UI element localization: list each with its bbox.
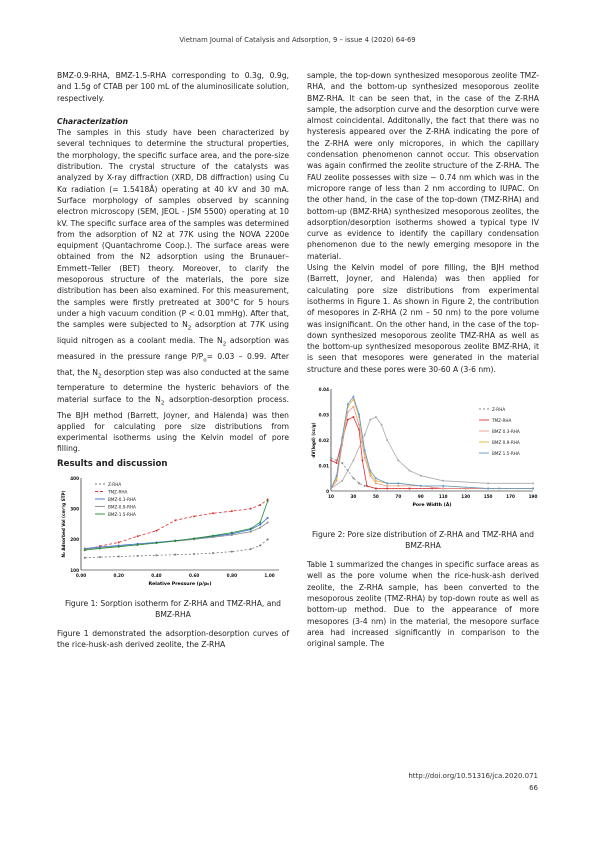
figure-1-caption: Figure 1: Sorption isotherm for Z-RHA and TMZ-RHA, and BMZ-RHA xyxy=(65,599,281,620)
page-footer xyxy=(408,770,538,794)
data-point xyxy=(397,459,399,461)
x-axis-label: Pore Width (Å) xyxy=(412,503,452,509)
x-tick-label: 130 xyxy=(461,494,471,500)
figure-2-caption: Figure 2: Pore size distribution of Z-RHA and TMZ-RHA and BMZ-RHA xyxy=(312,530,534,551)
legend-entry: BMZ 1.5-RHA xyxy=(492,450,520,456)
legend-entry: BMZ-1.5-RHA xyxy=(108,511,136,517)
data-point xyxy=(375,482,377,484)
x-tick-label: 0.60 xyxy=(188,573,200,579)
x-tick-label: 50 xyxy=(372,494,379,500)
data-point xyxy=(532,482,534,484)
x-tick-label: 0.80 xyxy=(226,573,238,579)
legend-entry: BMZ-0.3-RHA xyxy=(108,496,136,502)
data-point xyxy=(397,482,399,484)
data-point xyxy=(386,485,388,487)
data-point xyxy=(330,457,332,459)
figure-2-pore-size-distribution xyxy=(307,381,539,521)
paragraph: sample, the top-down synthesized mesoporous zeolite TMZ-RHA, and the bottom-up synthesized mesoporous zeolite BMZ-RHA. It can be seen that, in the case of the Z-RHA sample, the adsorption curve and the desorption curve were almost coincidental. Additonally, the fact that there was no hysteresis appeared over the Z-RHA indicating the pore of the Z-RHA were only micropores, in which the capillary condensation phenomenon cannot occur. This observation was again confirmed the zeolite structure of the Z-RHA. The FAU zeolite possesses with size ~ 0.74 nm which was in the micropore range of less than 2 nm according to IUPAC. On the other hand, in the case of the top-down (TMZ-RHA) and bottom-up (BMZ-RHA) synthesized mesoporous zeolites, the adsorption/desorption isotherms showed a typical type IV curve as evidence to identify the capillary condensation phenomenon due to the newly emerging mesopore in the material. xyxy=(307,71,539,261)
data-point xyxy=(267,500,269,502)
y-tick-label: 0.04 xyxy=(318,386,329,392)
data-point xyxy=(364,485,366,487)
data-point xyxy=(174,554,176,556)
legend-entry: BMZ-0.9-RHA xyxy=(108,504,136,510)
series-line xyxy=(85,523,268,550)
data-point xyxy=(381,424,383,426)
data-point xyxy=(250,528,252,530)
data-point xyxy=(366,485,368,487)
data-point xyxy=(259,522,261,524)
y-tick-label: 0.03 xyxy=(318,412,329,418)
data-point xyxy=(118,556,120,558)
data-point xyxy=(409,470,411,472)
data-point xyxy=(267,538,269,540)
data-point xyxy=(442,480,444,482)
data-point xyxy=(267,517,269,519)
x-tick-label: 10 xyxy=(328,494,334,500)
y-axis-label: dV(logd) (cc/g) xyxy=(311,422,316,458)
data-point xyxy=(155,530,157,532)
legend-entry: TMZ-RHA xyxy=(492,417,512,423)
y-tick-label: 300 xyxy=(70,506,79,512)
series-line xyxy=(331,458,533,489)
data-point xyxy=(386,487,388,489)
data-point xyxy=(193,537,195,539)
data-point xyxy=(259,527,261,529)
series-line xyxy=(85,539,268,557)
data-point xyxy=(442,487,444,489)
y-tick-label: 200 xyxy=(70,537,79,543)
data-point xyxy=(137,555,139,557)
data-point xyxy=(341,480,343,482)
data-point xyxy=(259,545,261,547)
data-point xyxy=(352,406,354,408)
data-point xyxy=(364,449,366,451)
data-point xyxy=(347,419,349,421)
data-point xyxy=(397,485,399,487)
right-column xyxy=(307,70,539,649)
data-point xyxy=(420,475,422,477)
data-point xyxy=(99,556,101,558)
data-point xyxy=(330,459,332,461)
results-heading: Results and discussion xyxy=(57,458,168,469)
data-point xyxy=(487,482,489,484)
y-tick-label: 100 xyxy=(70,567,79,573)
data-point xyxy=(336,475,338,477)
data-point xyxy=(386,482,388,484)
legend-entry: BMZ 0.3-RHA xyxy=(492,428,520,434)
data-point xyxy=(212,552,214,554)
data-point xyxy=(193,553,195,555)
x-tick-label: 70 xyxy=(395,494,402,500)
data-point xyxy=(375,480,377,482)
paragraph: Table 1 summarized the changes in specific surface areas as well as the pore volume when the rice-husk-ash derived zeolite, the Z-RHA sample, has been converted to the mesoporous zeolite (TMZ-RHA) by top-down route as well as bottom-up method. Due to the appearance of more mesopores (3-4 nm) in the material, the mesopore surface area had increased significantly in comparison to the original sample. The xyxy=(307,560,539,649)
page-number: 66 xyxy=(529,784,538,792)
y-axis-label: N₂ Adsorbed Vol (cm³/g STP) xyxy=(61,490,66,558)
data-point xyxy=(352,396,354,398)
data-point xyxy=(358,482,360,484)
data-point xyxy=(155,542,157,544)
data-point xyxy=(231,551,233,553)
data-point xyxy=(386,439,388,441)
legend-entry: BMZ 0.9-RHA xyxy=(492,439,520,445)
left-column xyxy=(57,70,289,651)
x-tick-label: 110 xyxy=(438,494,448,500)
data-point xyxy=(118,546,120,548)
data-point xyxy=(358,424,360,426)
data-point xyxy=(174,540,176,542)
data-point xyxy=(174,519,176,521)
figure-1-sorption-isotherm xyxy=(57,470,289,590)
data-point xyxy=(231,510,233,512)
paragraph: Figure 1 demonstrated the adsorption-desorption curves of the rice-husk-ash derived zeolite, the Z-RHA xyxy=(57,629,289,650)
data-point xyxy=(212,512,214,514)
journal-header: Vietnam Journal of Catalysis and Adsorption, 9 – issue 4 (2020) 64-69 xyxy=(179,36,416,44)
data-point xyxy=(84,557,86,559)
legend-entry: Z-RHA xyxy=(492,406,506,412)
data-point xyxy=(250,508,252,510)
data-point xyxy=(361,459,363,461)
x-tick-label: 190 xyxy=(528,494,538,500)
data-point xyxy=(341,436,343,438)
data-point xyxy=(231,532,233,534)
data-point xyxy=(336,462,338,464)
data-point xyxy=(155,554,157,556)
data-point xyxy=(364,434,366,436)
data-point xyxy=(352,416,354,418)
data-point xyxy=(369,419,371,421)
doi-link[interactable]: http://doi.org/10.51316/jca.2020.071 xyxy=(408,772,538,780)
data-point xyxy=(99,548,101,550)
data-point xyxy=(358,414,360,416)
y-tick-label: 0.01 xyxy=(318,463,329,469)
x-tick-label: 1.00 xyxy=(264,573,275,579)
x-tick-label: 30 xyxy=(350,494,357,500)
data-point xyxy=(259,504,261,506)
legend-entry: TMZ-RHA xyxy=(108,489,128,495)
paragraph: Using the Kelvin model of pore filling, the BJH method (Barrett, Joyner, and Halenda) was then applied for calculating pore size distributions from experimental isotherms in Figure 1. As shown in Figure 2, the contribution of mesopores in Z-RHA (2 nm – 50 nm) to the pore volume was insignificant. On the other hand, in the case of the top-down synthesized mesoporous zeolite TMZ-RHA as well as the bottom-up synthesized mesoporous zeolite BMZ-RHA, it is seen that mesopores were generated in the material structure and these pores were 30-60 A (3-6 nm). xyxy=(307,263,539,374)
data-point xyxy=(369,475,371,477)
data-point xyxy=(375,477,377,479)
data-point xyxy=(212,535,214,537)
data-point xyxy=(137,544,139,546)
data-point xyxy=(369,470,371,472)
x-tick-label: 90 xyxy=(417,494,424,500)
data-point xyxy=(330,487,332,489)
x-tick-label: 170 xyxy=(506,494,515,500)
data-point xyxy=(352,477,354,479)
data-point xyxy=(420,485,422,487)
data-point xyxy=(364,457,366,459)
data-point xyxy=(250,531,252,533)
data-point xyxy=(259,524,261,526)
y-tick-label: 0.02 xyxy=(318,437,329,443)
data-point xyxy=(84,549,86,551)
data-point xyxy=(341,462,343,464)
x-tick-label: 150 xyxy=(483,494,493,500)
data-point xyxy=(375,416,377,418)
data-point xyxy=(487,487,489,489)
paragraph: BMZ-0.9-RHA, BMZ-1.5-RHA corresponding to 0.3g, 0.9g, and 1.5g of CTAB per 100 mL of the aluminosilicate solution, respectively. xyxy=(57,71,289,103)
characterization-paragraph: The samples in this study have been characterized by several techniques to determine the structural properties, the morphology, the specific surface area, and the pore-size distribution. The crystal structure of the catalysts was analyzed by X-ray diffraction (XRD, D8 diffraction) using Cu Kα radiation (= 1.5418Å) operating at 40 kV and 30 mA. Surface morphology of samples observed by scanning electron microscopy (SEM, JEOL - JSM 5500) operating at 10 kV. The specific surface area of the samples was determined from the adsorption of N2 at 77K using the NOVA 2200e equipment (Quantachrome Coop.). The surface areas were obtained from the N2 adsorption using the Brunauer–Emmett–Teller (BET) theory. Moreover, to clarify the mesoporous structure of the materials, the pore size distribution has been also examined. For this measurement, the samples were firstly pretreated at 300°C for 5 hours under a high vacuum condition (P < 0.01 mmHg). After that, the samples were subjected to $N_2$ adsorption at 77K using liquid nitrogen as a coolant media. The $N_2$ adsorption was measured in the pressure range $P/P_o= 0.03 - 0.99$. After that, the $N_2$ desorption step was also conducted at the same temperature to determine the hysteric behaviors of the material surface to the $N_2$ adsorption-desorption process. The BJH method (Barrett, Joyner, and Halenda) was then applied for calculating pore size distributions from experimental isotherms using the Kelvin model of pore filling. xyxy=(57,128,290,454)
legend-entry: Z-RHA xyxy=(108,481,122,487)
x-axis-label: Relative Pressure (p/p₀) xyxy=(148,582,212,588)
y-tick-label: 400 xyxy=(70,475,79,481)
data-point xyxy=(137,535,139,537)
data-point xyxy=(231,534,233,536)
data-point xyxy=(442,485,444,487)
data-point xyxy=(193,515,195,517)
data-point xyxy=(409,487,411,489)
data-point xyxy=(532,487,534,489)
x-tick-label: 0.00 xyxy=(75,573,87,579)
data-point xyxy=(352,459,354,461)
data-point xyxy=(347,403,349,405)
data-point xyxy=(375,487,377,489)
data-point xyxy=(267,522,269,524)
y-tick-label: 0 xyxy=(326,488,329,494)
data-point xyxy=(250,548,252,550)
characterization-heading: Characterization xyxy=(57,116,129,126)
x-tick-label: 0.40 xyxy=(151,573,162,579)
data-point xyxy=(118,541,120,543)
x-tick-label: 0.20 xyxy=(113,573,124,579)
data-point xyxy=(369,472,371,474)
